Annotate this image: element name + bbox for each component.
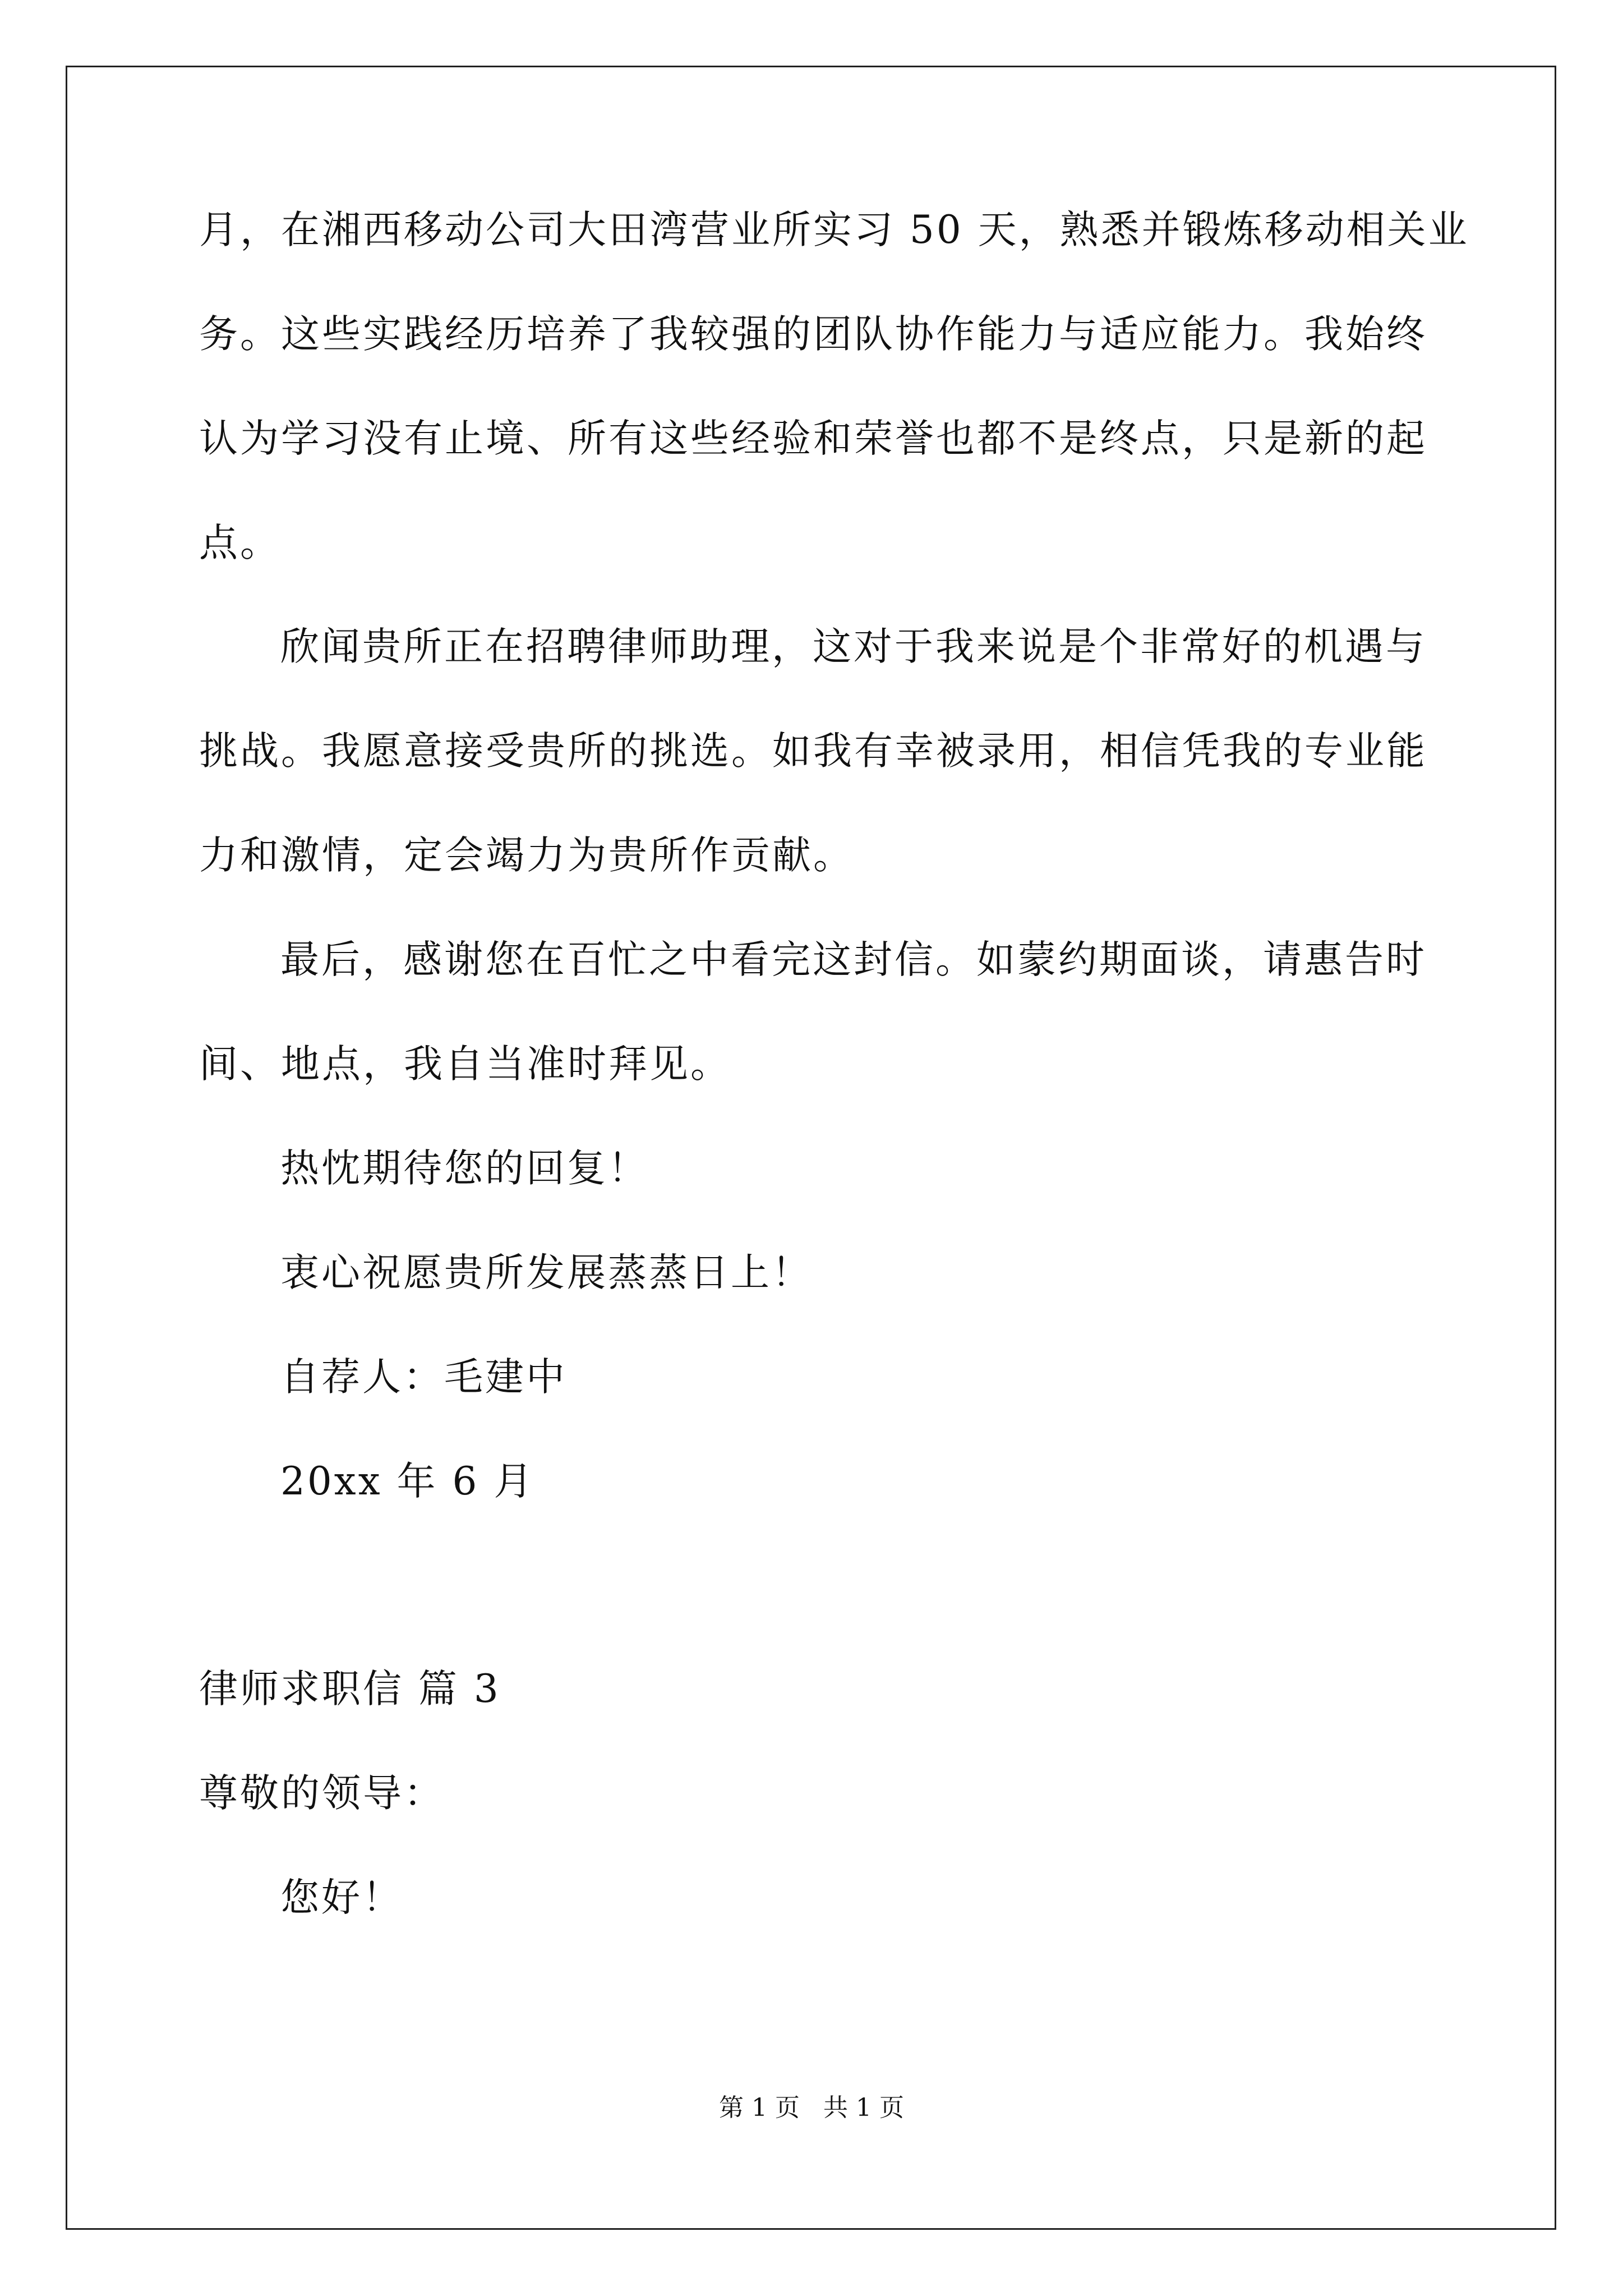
- date-line: 20xx 年 6 月: [280, 1459, 535, 1504]
- page-number-total: 共 1 页: [823, 2093, 904, 2122]
- page-footer: [0, 2092, 1623, 2124]
- closing-line: 衷心祝愿贵所发展蒸蒸日上！: [280, 1250, 813, 1295]
- paragraph-line: 点。: [199, 521, 281, 565]
- signature-line: 自荐人：毛建中: [280, 1355, 567, 1400]
- closing-line: 热忱期待您的回复！: [280, 1146, 649, 1191]
- paragraph-line: 间、地点，我自当准时拜见。: [199, 1042, 731, 1087]
- paragraph-line: 最后，感谢您在百忙之中看完这封信。如蒙约期面谈，请惠告时: [280, 937, 1427, 982]
- paragraph-line: 欣闻贵所正在招聘律师助理，这对于我来说是个非常好的机遇与: [280, 624, 1427, 669]
- section-heading: 律师求职信 篇 3: [199, 1667, 501, 1711]
- greeting: 您好！: [280, 1875, 403, 1920]
- page-number-current: 第 1 页: [719, 2093, 800, 2122]
- paragraph-line: 认为学习没有止境、所有这些经验和荣誉也都不是终点，只是新的起: [199, 416, 1427, 461]
- salutation: 尊敬的领导：: [199, 1771, 445, 1816]
- paragraph-line: 月，在湘西移动公司大田湾营业所实习 50 天，熟悉并锻炼移动相关业: [199, 208, 1469, 252]
- paragraph-line: 挑战。我愿意接受贵所的挑选。如我有幸被录用，相信凭我的专业能: [199, 729, 1427, 774]
- paragraph-line: 力和激情，定会竭力为贵所作贡献。: [199, 833, 854, 878]
- paragraph-line: 务。这些实践经历培养了我较强的团队协作能力与适应能力。我始终: [199, 312, 1427, 357]
